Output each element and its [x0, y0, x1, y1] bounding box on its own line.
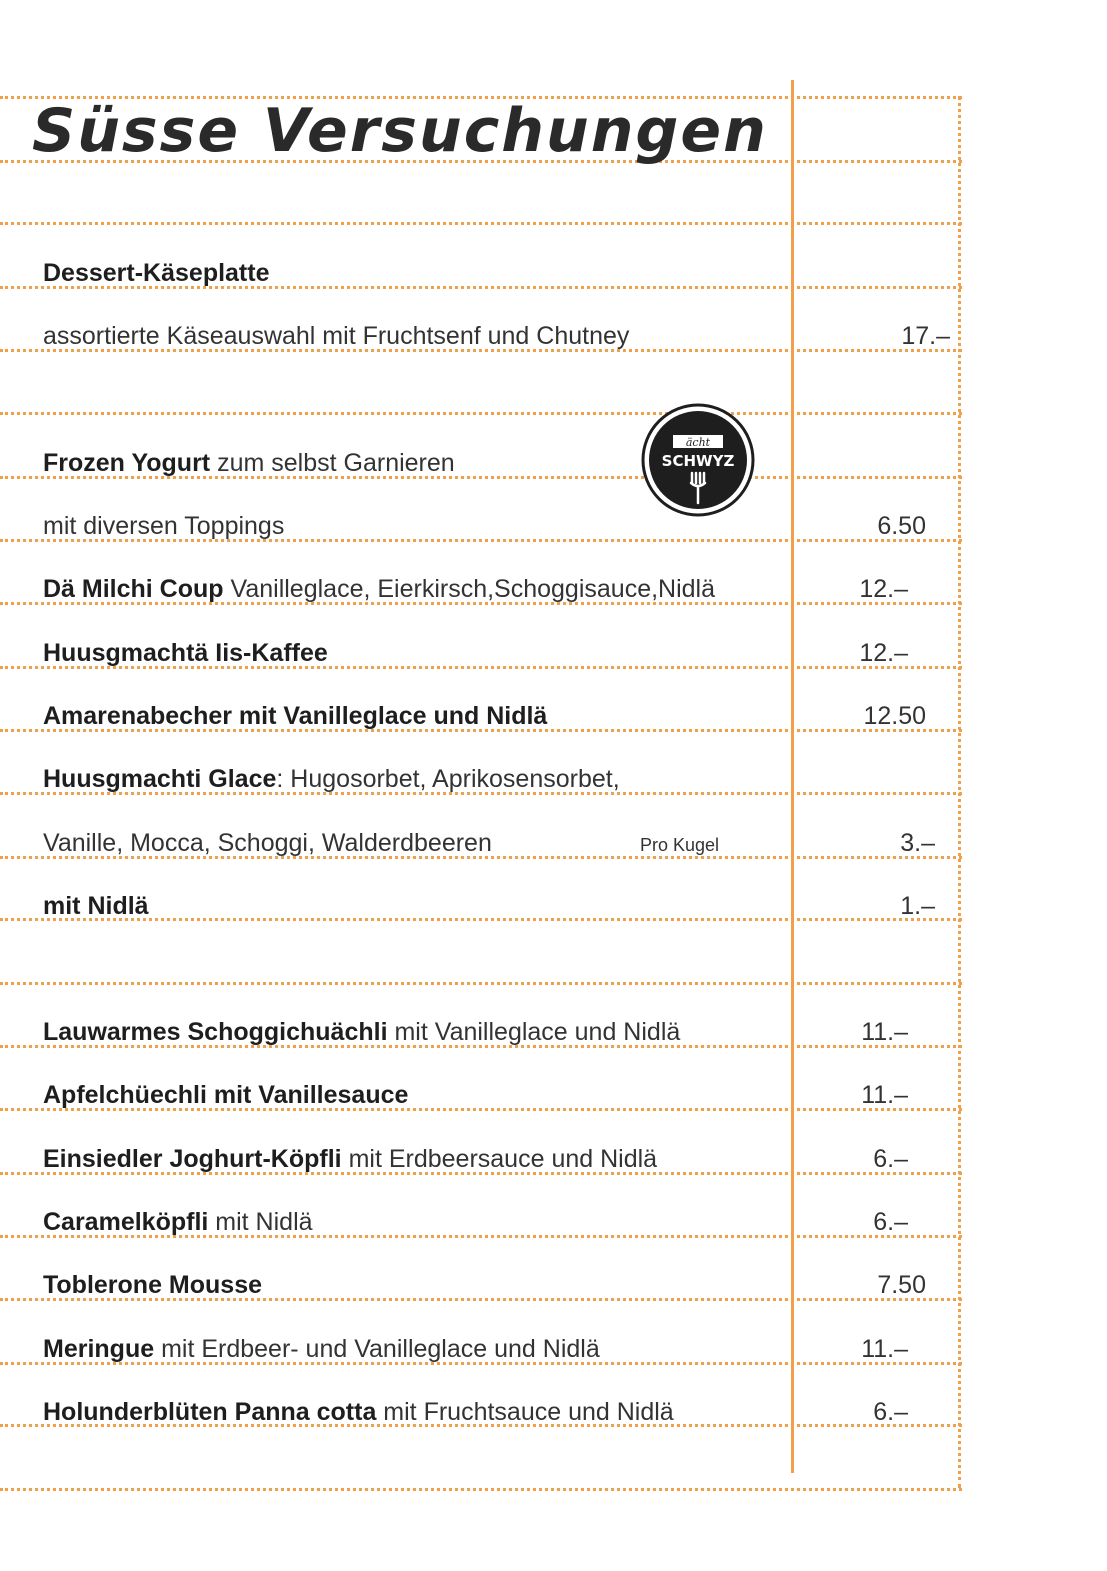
dotted-rule: [0, 1488, 962, 1491]
menu-item-description: Vanilleglace, Eierkirsch,Schoggisauce,Nidlä: [223, 575, 716, 603]
menu-item-text: [43, 258, 270, 288]
menu-item-name: Huusgmachti Glace: [43, 765, 277, 793]
unit-note: Pro Kugel: [640, 835, 720, 855]
menu-item-description: : Hugosorbet, Aprikosensorbet,: [276, 765, 620, 793]
menu-item-price: 12.–: [859, 639, 908, 667]
menu-item-text: [43, 1397, 674, 1427]
menu-item-name: Huusgmachtä Iis-Kaffee: [43, 639, 328, 667]
menu-item-price: 11.–: [861, 1018, 908, 1046]
menu-item-text: [43, 321, 629, 351]
menu-item-price: 6.–: [873, 1145, 908, 1173]
menu-item-text: [43, 1017, 680, 1047]
menu-item-price: 12.50: [863, 702, 926, 730]
menu-item-description: mit Erdbeer- und Vanilleglace und Nidlä: [154, 1335, 600, 1363]
menu-item-text: [43, 511, 284, 541]
menu-item-name: Amarenabecher mit Vanilleglace und Nidlä: [43, 702, 548, 730]
menu-item-description: Vanille, Mocca, Schoggi, Walderdbeeren: [43, 829, 492, 857]
menu-item-description: mit diversen Toppings: [43, 512, 285, 540]
menu-item-name: Apfelchüechli mit Vanillesauce: [43, 1081, 409, 1109]
menu-item-name: mit Nidlä: [43, 892, 149, 920]
menu-item-price: 6.–: [873, 1208, 908, 1236]
menu-item-name: Meringue: [43, 1335, 155, 1363]
menu-item-name: Dä Milchi Coup: [43, 575, 224, 603]
menu-item-text: [43, 574, 715, 604]
menu-item-price: 7.50: [877, 1271, 926, 1299]
price-column-divider: [791, 80, 794, 1473]
menu-item-text: [43, 1207, 313, 1237]
menu-item-description: assortierte Käseauswahl mit Fruchtsenf und Chutney: [43, 322, 630, 350]
menu-item-text: [43, 1334, 600, 1364]
menu-item-text: [43, 1080, 408, 1110]
menu-item-text: [43, 448, 455, 478]
dotted-rule: [0, 222, 962, 225]
menu-item-name: Toblerone Mousse: [43, 1271, 263, 1299]
menu-item-text: [43, 701, 547, 731]
menu-item-price: 11.–: [861, 1335, 908, 1363]
menu-item-text: [43, 764, 620, 794]
badge-bottom-text: SCHWYZ: [661, 452, 735, 470]
menu-item-text: [43, 638, 328, 668]
menu-item-text: [43, 1144, 657, 1174]
menu-item-price: 1.–: [900, 892, 935, 920]
menu-item-price: 6.–: [873, 1398, 908, 1426]
page-title: Süsse Versuchungen: [32, 96, 768, 166]
menu-item-description: mit Erdbeersauce und Nidlä: [341, 1145, 658, 1173]
dotted-rule: [0, 412, 962, 415]
menu-item-name: Dessert-Käseplatte: [43, 259, 270, 287]
menu-item-text: [43, 828, 492, 858]
menu-item-name: Einsiedler Joghurt-Köpfli: [43, 1145, 342, 1173]
menu-item-name: Frozen Yogurt: [43, 449, 211, 477]
aecht-schwyz-badge: [641, 403, 755, 517]
menu-item-name: Lauwarmes Schoggichuächli: [43, 1018, 388, 1046]
menu-item-price: 12.–: [859, 575, 908, 603]
menu-item-description: mit Fruchtsauce und Nidlä: [376, 1398, 674, 1426]
menu-item-description: mit Nidlä: [208, 1208, 313, 1236]
menu-item-price: 11.–: [861, 1081, 908, 1109]
menu-item-price: 6.50: [877, 512, 926, 540]
menu-item-text: [43, 891, 149, 921]
menu-item-text: [43, 1270, 262, 1300]
badge-top-text: ächt: [685, 436, 711, 449]
dotted-right-border: [958, 96, 961, 1488]
menu-item-name: Holunderblüten Panna cotta: [43, 1398, 377, 1426]
menu-item-description: mit Vanilleglace und Nidlä: [387, 1018, 681, 1046]
menu-item-name: Caramelköpfli: [43, 1208, 209, 1236]
dotted-rule: [0, 982, 962, 985]
menu-item-price: 17.–: [901, 322, 950, 350]
menu-item-price: 3.–: [900, 829, 935, 857]
menu-item-description: zum selbst Garnieren: [210, 449, 455, 477]
